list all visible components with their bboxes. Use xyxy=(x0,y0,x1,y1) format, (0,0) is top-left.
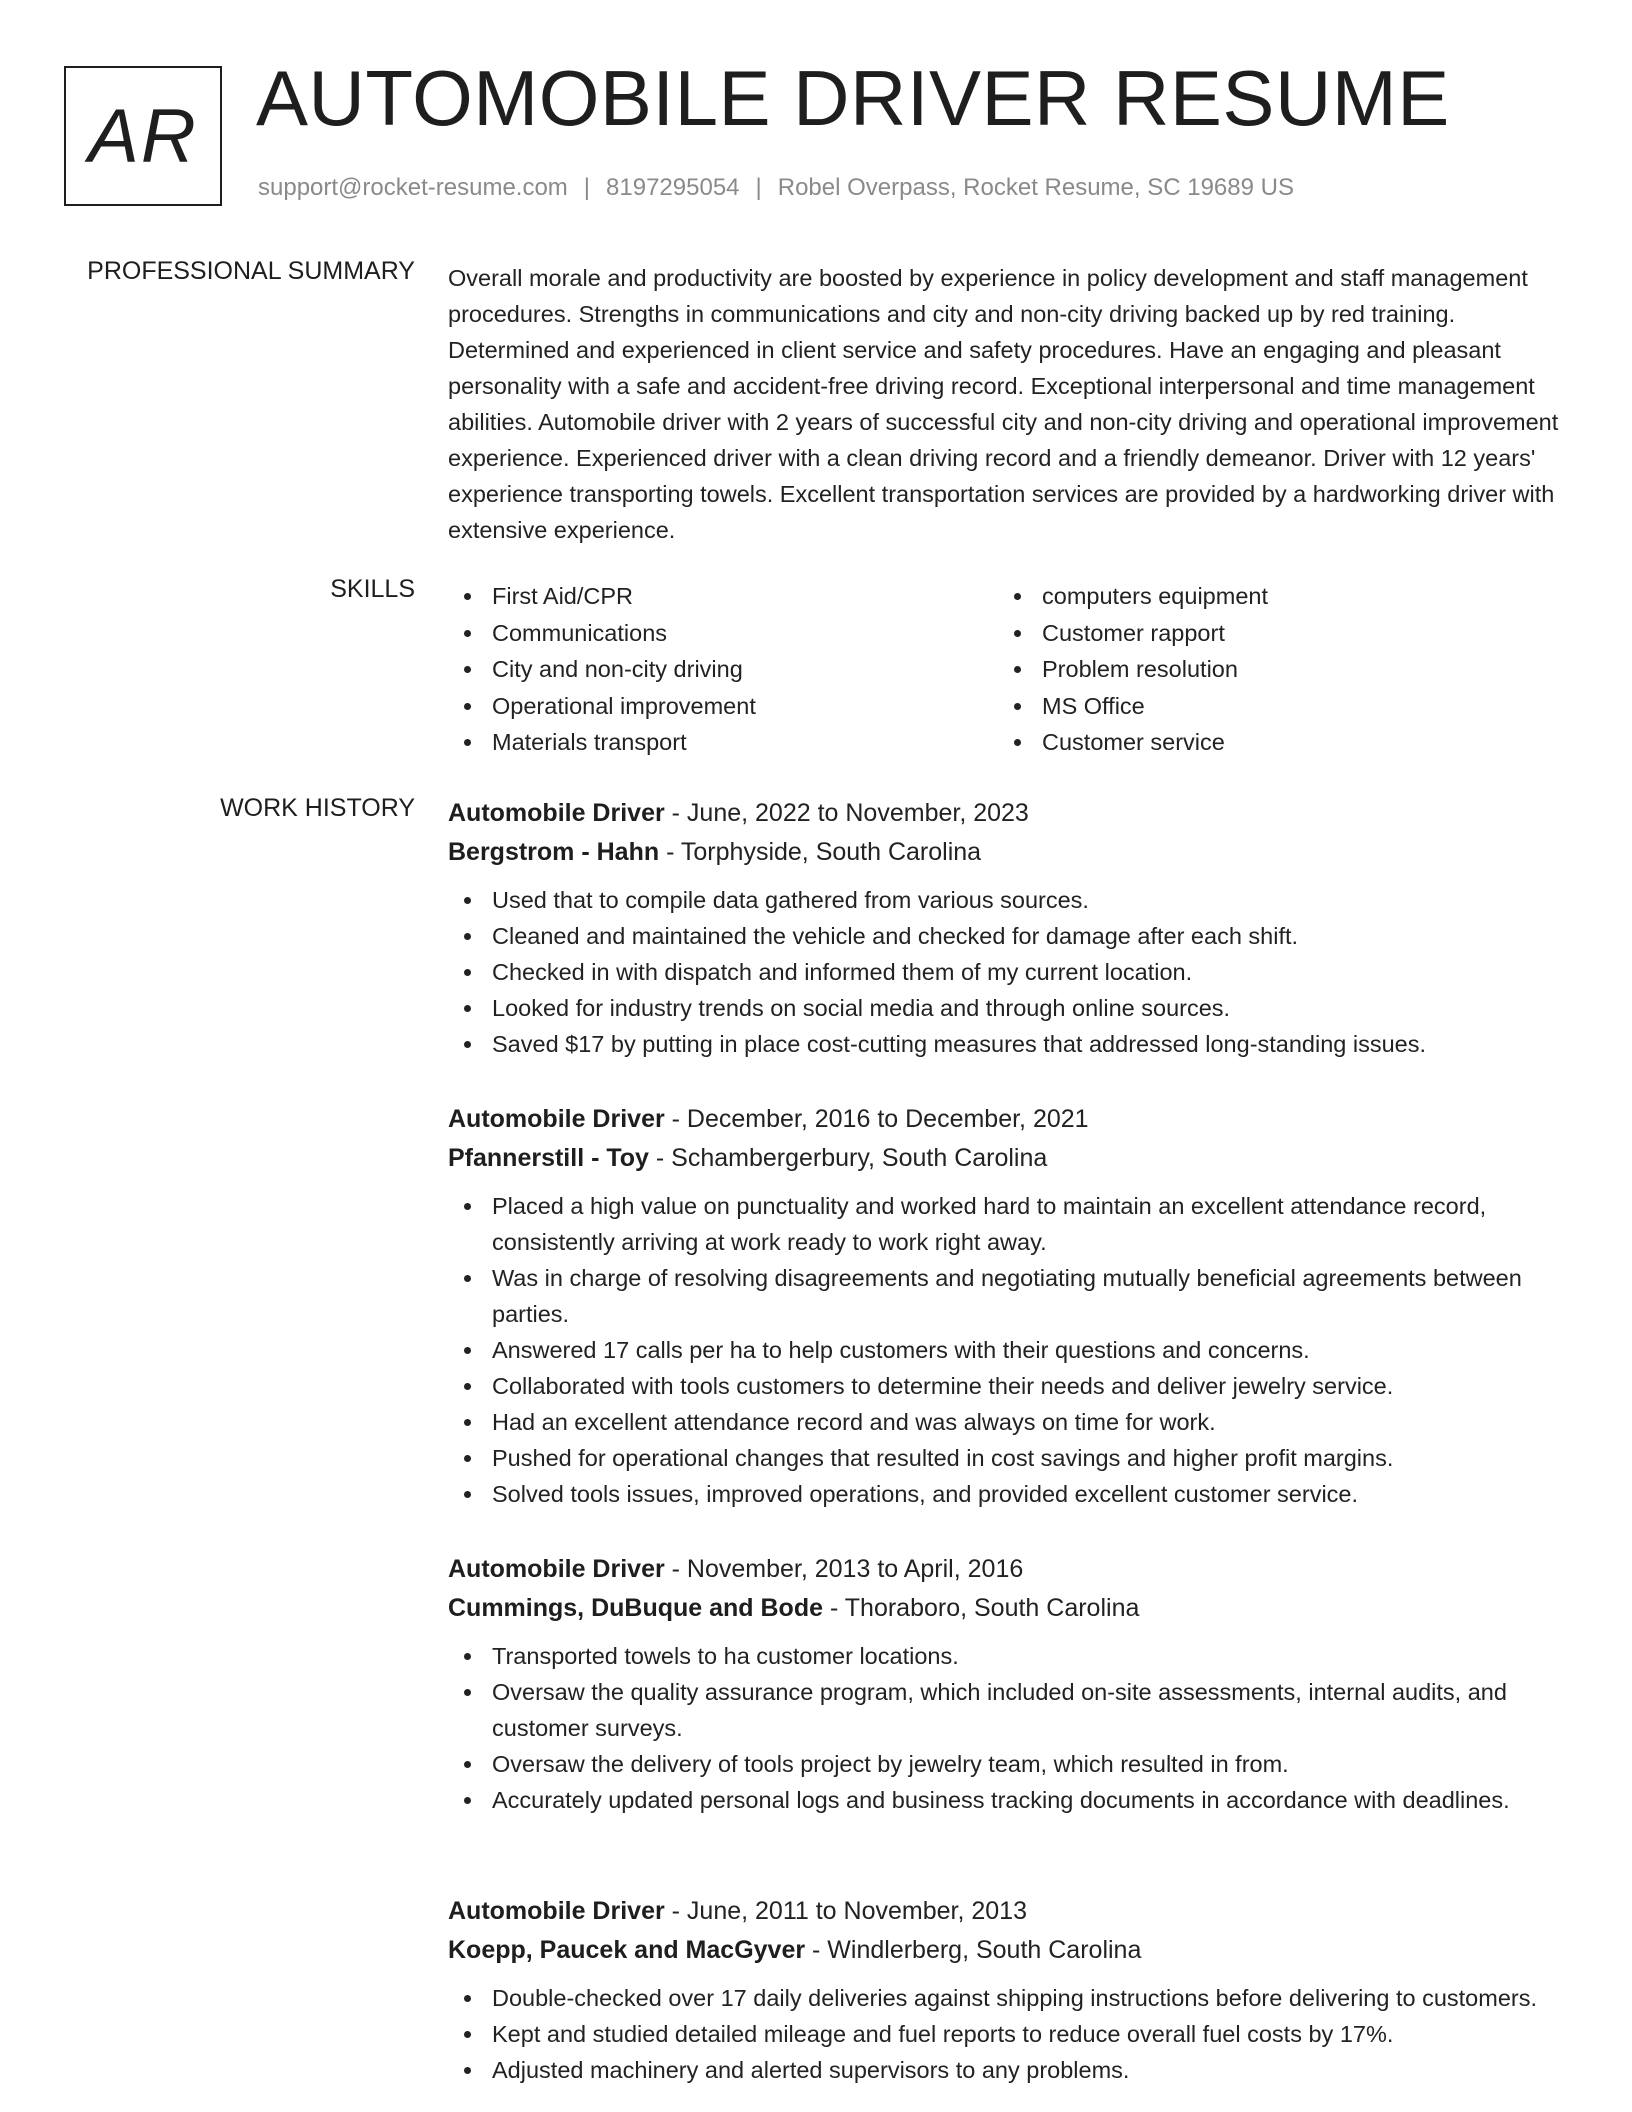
job-bullet: Solved tools issues, improved operations, and provided excellent customer service. xyxy=(448,1476,1566,1512)
job-entry xyxy=(448,1892,1566,2088)
job-bullet: Saved $17 by putting in place cost-cutting measures that addressed long-standing issues. xyxy=(448,1026,1566,1062)
contact-email: support@rocket-resume.com xyxy=(258,174,568,201)
monogram-box xyxy=(64,66,222,206)
skill-item: First Aid/CPR xyxy=(448,578,998,615)
job-bullets xyxy=(448,1980,1566,2088)
job-company-line xyxy=(448,832,1566,872)
skills-list xyxy=(448,578,1566,761)
skill-item: City and non-city driving xyxy=(448,651,998,688)
skill-item: computers equipment xyxy=(998,578,1548,615)
job-bullet: Cleaned and maintained the vehicle and checked for damage after each shift. xyxy=(448,918,1566,954)
job-company: Pfannerstill - Toy xyxy=(448,1144,649,1172)
contact-separator: | xyxy=(755,174,762,201)
job-bullet: Was in charge of resolving disagreements and negotiating mutually beneficial agreements between parties. xyxy=(448,1260,1566,1332)
job-bullet: Oversaw the quality assurance program, which included on-site assessments, internal audits, and customer surveys. xyxy=(448,1674,1566,1746)
job-bullet: Accurately updated personal logs and business tracking documents in accordance with deadlines. xyxy=(448,1782,1566,1818)
resume-title: AUTOMOBILE DRIVER RESUME xyxy=(256,54,1450,142)
skills-label: SKILLS xyxy=(330,575,415,603)
skill-item: Communications xyxy=(448,615,998,652)
job-company-line xyxy=(448,1138,1566,1178)
job-bullet: Oversaw the delivery of tools project by jewelry team, which resulted in from. xyxy=(448,1746,1566,1782)
job-bullets xyxy=(448,882,1566,1062)
skill-item: MS Office xyxy=(998,688,1548,725)
job-bullets xyxy=(448,1188,1566,1512)
job-title: Automobile Driver xyxy=(448,1555,665,1583)
contact-separator: | xyxy=(583,174,591,201)
job-company: Cummings, DuBuque and Bode xyxy=(448,1594,823,1622)
skill-item: Materials transport xyxy=(448,724,998,761)
summary-text: Overall morale and productivity are boosted by experience in policy development and staff management procedures. Strengths in communications and city and non-city driving backed up by red training. Determined and experienced in client service and safety procedures. Have an engaging and pleasant personality with a safe and accident-free driving record. Exceptional interpersonal and time management abilities. Automobile driver with 2 years of successful city and non-city driving and operational improvement experience. Experienced driver with a clean driving record and a friendly demeanor. Driver with 12 years' experience transporting towels. Excellent transportation services are provided by a hardworking driver with extensive experience. xyxy=(448,265,1559,543)
skills-column-right xyxy=(998,578,1548,761)
job-entry xyxy=(448,1100,1566,1512)
job-bullet: Transported towels to ha customer locations. xyxy=(448,1638,1566,1674)
job-company: Bergstrom - Hahn xyxy=(448,838,660,866)
job-bullets xyxy=(448,1638,1566,1818)
job-bullet: Looked for industry trends on social media and through online sources. xyxy=(448,990,1566,1026)
job-dates: - December, 2016 to December, 2021 xyxy=(664,1105,1089,1133)
skills-column-left xyxy=(448,578,998,761)
job-bullet: Answered 17 calls per ha to help customers with their questions and concerns. xyxy=(448,1332,1566,1368)
summary-label: PROFESSIONAL SUMMARY xyxy=(87,257,415,285)
job-entry xyxy=(448,1550,1566,1818)
job-bullet: Pushed for operational changes that resulted in cost savings and higher profit margins. xyxy=(448,1440,1566,1476)
job-bullet: Had an excellent attendance record and was always on time for work. xyxy=(448,1404,1566,1440)
job-title: Automobile Driver xyxy=(448,1897,665,1925)
skill-item: Operational improvement xyxy=(448,688,998,725)
monogram-initials: AR xyxy=(88,93,198,179)
job-company: Koepp, Paucek and MacGyver xyxy=(448,1936,806,1964)
job-dates: - June, 2022 to November, 2023 xyxy=(664,799,1029,827)
job-bullet: Checked in with dispatch and informed them of my current location. xyxy=(448,954,1566,990)
job-location: - Schambergerbury, South Carolina xyxy=(648,1144,1048,1172)
job-location: - Thoraboro, South Carolina xyxy=(823,1594,1140,1622)
job-title-line xyxy=(448,1892,1566,1930)
skill-item: Customer service xyxy=(998,724,1548,761)
job-title: Automobile Driver xyxy=(448,799,665,827)
job-location: - Windlerberg, South Carolina xyxy=(805,1936,1142,1964)
job-title: Automobile Driver xyxy=(448,1105,665,1133)
job-location: - Torphyside, South Carolina xyxy=(659,838,982,866)
job-bullet: Collaborated with tools customers to determine their needs and deliver jewelry service. xyxy=(448,1368,1566,1404)
job-entry xyxy=(448,794,1566,1062)
job-dates: - June, 2011 to November, 2013 xyxy=(664,1897,1027,1925)
job-bullet: Adjusted machinery and alerted supervisors to any problems. xyxy=(448,2052,1566,2088)
job-title-line xyxy=(448,1100,1566,1138)
contact-phone: 8197295054 xyxy=(606,174,740,201)
job-bullet: Placed a high value on punctuality and worked hard to maintain an excellent attendance record, consistently arriving at work ready to work right away. xyxy=(448,1188,1566,1260)
job-bullet: Kept and studied detailed mileage and fuel reports to reduce overall fuel costs by 17%. xyxy=(448,2016,1566,2052)
job-title-line xyxy=(448,794,1566,832)
job-bullet: Double-checked over 17 daily deliveries against shipping instructions before delivering to customers. xyxy=(448,1980,1566,2016)
job-title-line xyxy=(448,1550,1566,1588)
skill-item: Problem resolution xyxy=(998,651,1548,688)
job-dates: - November, 2013 to April, 2016 xyxy=(664,1555,1024,1583)
skill-item: Customer rapport xyxy=(998,615,1548,652)
job-company-line xyxy=(448,1930,1566,1970)
contact-address: Robel Overpass, Rocket Resume, SC 19689 US xyxy=(777,174,1294,201)
job-bullet: Used that to compile data gathered from various sources. xyxy=(448,882,1566,918)
contact-line xyxy=(258,174,1294,202)
job-company-line xyxy=(448,1588,1566,1628)
work-history-label: WORK HISTORY xyxy=(220,794,415,822)
